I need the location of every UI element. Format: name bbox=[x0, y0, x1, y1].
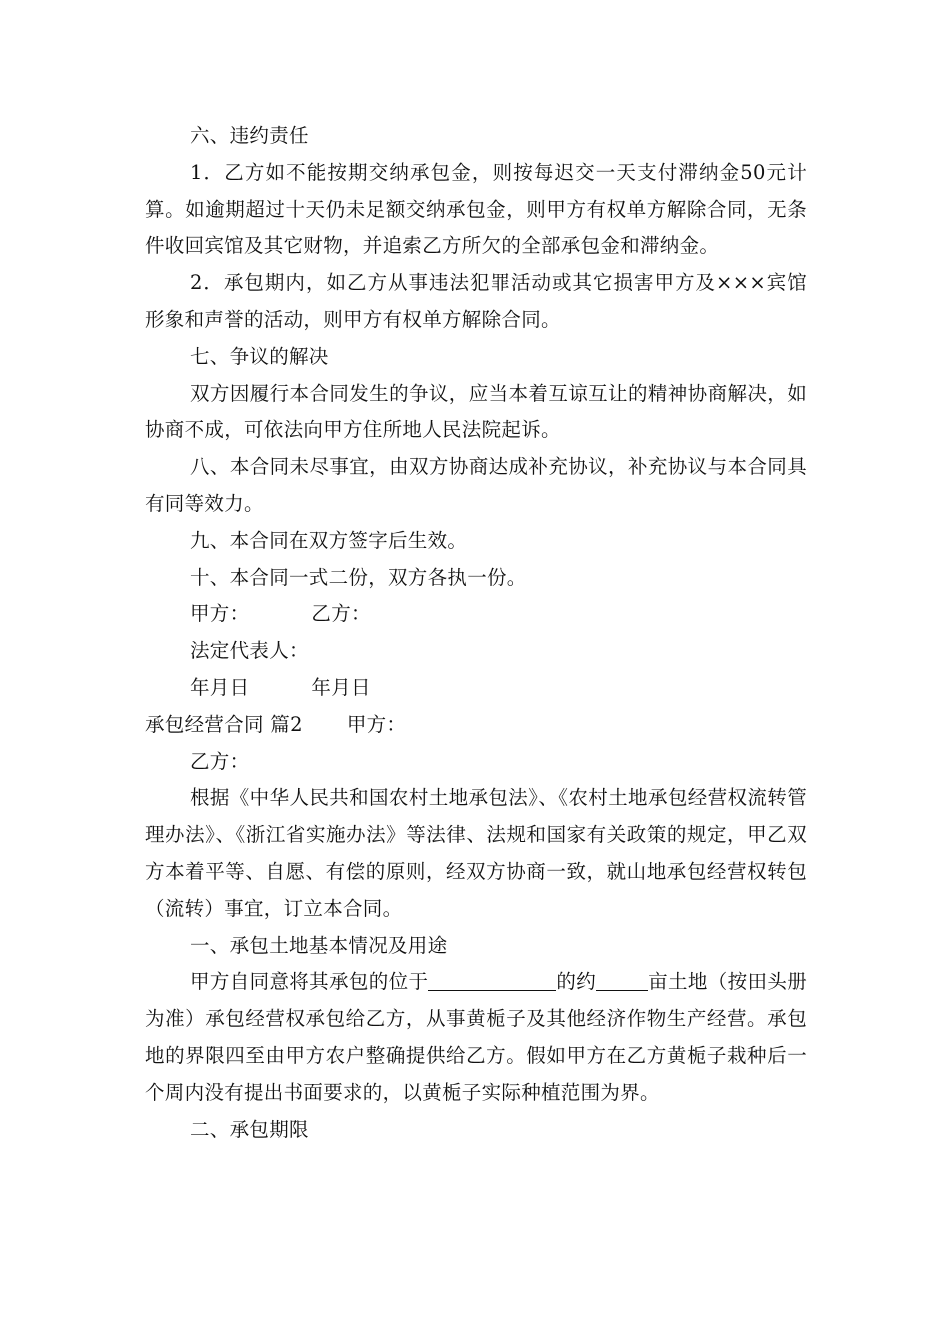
paragraph-copies: 十、本合同一式二份，双方各执一份。 bbox=[190, 565, 527, 589]
location-blank bbox=[428, 968, 556, 991]
date-a: 年月日 bbox=[190, 675, 250, 699]
section-heading-term: 二、承包期限 bbox=[190, 1117, 309, 1141]
legal-representative-label: 法定代表人： bbox=[190, 639, 309, 663]
paragraph-effective: 九、本合同在双方签字后生效。 bbox=[190, 528, 468, 552]
contract2-title-line bbox=[145, 707, 807, 744]
party-a-label: 甲方： bbox=[190, 602, 250, 626]
date-b: 年月日 bbox=[311, 675, 371, 699]
land-text-part-1: 甲方自同意将其承包的位于 bbox=[190, 970, 429, 994]
party-b-label: 乙方： bbox=[311, 602, 371, 626]
land-text-part-2: 的约 bbox=[556, 970, 597, 994]
signature-line bbox=[145, 596, 807, 633]
contract2-title: 承包经营合同 篇2 bbox=[145, 712, 303, 736]
date-line bbox=[145, 670, 807, 707]
paragraph-dispute: 双方因履行本合同发生的争议，应当本着互谅互让的精神协商解决，如协商不成，可依法向甲方住所地人民法院起诉。 bbox=[145, 381, 807, 442]
paragraph-supplement: 八、本合同未尽事宜，由双方协商达成补充协议，补充协议与本合同具有同等效力。 bbox=[145, 455, 807, 515]
section-heading-breach: 六、违约责任 bbox=[190, 124, 309, 147]
paragraph-illegal-activity: 2．承包期内，如乙方从事违法犯罪活动或其它损害甲方及×××宾馆形象和声誉的活动，则甲方有权单方解除合同。 bbox=[145, 271, 807, 331]
section-heading-dispute: 七、争议的解决 bbox=[190, 344, 329, 368]
paragraph-land-use bbox=[145, 964, 807, 1111]
section-heading-land: 一、承包土地基本情况及用途 bbox=[190, 933, 448, 957]
area-blank bbox=[596, 968, 648, 991]
land-text-part-3: 亩土地（按田头册为准）承包经营权承包给乙方，从事黄栀子及其他经济作物生产经营。承包地的界限四至由甲方农户整确提供给乙方。假如甲方在乙方黄栀子栽种后一个周内没有提出书面要求的，以黄栀子实际种植范围为界。 bbox=[145, 970, 807, 1104]
paragraph-late-payment: 1．乙方如不能按期交纳承包金，则按每迟交一天支付滞纳金50元计算。如逾期超过十天仍未足额交纳承包金，则甲方有权单方解除合同，无条件收回宾馆及其它财物，并追索乙方所欠的全部承包金和滞纳金。 bbox=[145, 160, 807, 258]
contract2-party-a: 甲方： bbox=[346, 712, 407, 736]
contract2-party-b: 乙方： bbox=[190, 749, 250, 773]
document-body bbox=[145, 118, 807, 1148]
paragraph-legal-basis: 根据《中华人民共和国农村土地承包法》、《农村土地承包经营权流转管理办法》、《浙江省实施办法》等法律、法规和国家有关政策的规定，甲乙双方本着平等、自愿、有偿的原则，经双方协商一致，就山地承包经营权转包（流转）事宜，订立本合同。 bbox=[145, 786, 807, 920]
